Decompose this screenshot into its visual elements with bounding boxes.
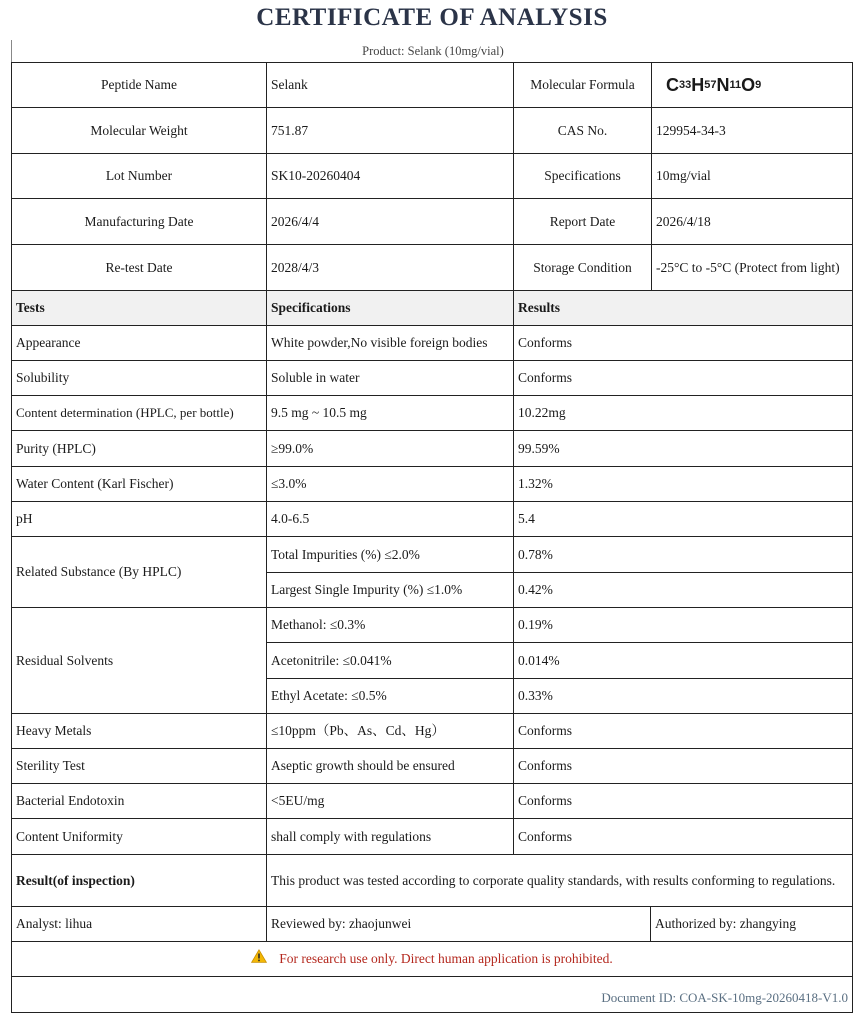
acetonitrile-result: 0.014% <box>513 642 853 679</box>
mw-value: 751.87 <box>266 107 514 154</box>
ph-result: 5.4 <box>513 501 853 537</box>
authorized-by: Authorized by: zhangying <box>650 906 853 942</box>
related-test: Related Substance (By HPLC) <box>11 536 267 608</box>
col-results: Results <box>513 290 853 326</box>
appearance-result: Conforms <box>513 325 853 361</box>
result-text: This product was tested according to corporate quality standards, with results conforming to regulations. <box>266 854 853 907</box>
purity-spec: ≥99.0% <box>266 430 514 467</box>
col-specs: Specifications <box>266 290 514 326</box>
warning-row <box>11 941 853 977</box>
uniformity-result: Conforms <box>513 818 853 855</box>
storage-label: Storage Condition <box>513 244 652 291</box>
document-id: Document ID: COA-SK-10mg-20260418-V1.0 <box>11 976 853 1013</box>
methanol-result: 0.19% <box>513 607 853 643</box>
warning-text: For research use only. Direct human application is prohibited. <box>279 951 613 966</box>
spec-label: Specifications <box>513 153 652 199</box>
methanol-spec: Methanol: ≤0.3% <box>266 607 514 643</box>
water-result: 1.32% <box>513 466 853 502</box>
col-tests: Tests <box>11 290 267 326</box>
heavy-metals-result: Conforms <box>513 713 853 749</box>
formula-label: Molecular Formula <box>513 62 652 108</box>
heavy-metals-spec: ≤10ppm（Pb、As、Cd、Hg） <box>266 713 514 749</box>
related-single-spec: Largest Single Impurity (%) ≤1.0% <box>266 572 514 608</box>
product-line: Product: Selank (10mg/vial) <box>11 40 854 62</box>
purity-test: Purity (HPLC) <box>11 430 267 467</box>
peptide-name-label: Peptide Name <box>11 62 267 108</box>
sterility-result: Conforms <box>513 748 853 784</box>
endotoxin-result: Conforms <box>513 783 853 819</box>
solvents-test: Residual Solvents <box>11 607 267 714</box>
ph-spec: 4.0-6.5 <box>266 501 514 537</box>
mfg-value: 2026/4/4 <box>266 198 514 245</box>
sterility-spec: Aseptic growth should be ensured <box>266 748 514 784</box>
cas-label: CAS No. <box>513 107 652 154</box>
report-label: Report Date <box>513 198 652 245</box>
solubility-result: Conforms <box>513 360 853 396</box>
solubility-test: Solubility <box>11 360 267 396</box>
heavy-metals-test: Heavy Metals <box>11 713 267 749</box>
uniformity-spec: shall comply with regulations <box>266 818 514 855</box>
endotoxin-test: Bacterial Endotoxin <box>11 783 267 819</box>
spec-value: 10mg/vial <box>651 153 853 199</box>
formula-value: C 33 H 57 N 11 O 9 <box>651 62 853 108</box>
lot-value: SK10-20260404 <box>266 153 514 199</box>
peptide-name-value: Selank <box>266 62 514 108</box>
solubility-spec: Soluble in water <box>266 360 514 396</box>
mfg-label: Manufacturing Date <box>11 198 267 245</box>
related-total-result: 0.78% <box>513 536 853 573</box>
endotoxin-spec: <5EU/mg <box>266 783 514 819</box>
content-result: 10.22mg <box>513 395 853 431</box>
result-label: Result(of inspection) <box>11 854 267 907</box>
related-total-spec: Total Impurities (%) ≤2.0% <box>266 536 514 573</box>
ph-test: pH <box>11 501 267 537</box>
mw-label: Molecular Weight <box>11 107 267 154</box>
appearance-spec: White powder,No visible foreign bodies <box>266 325 514 361</box>
content-test: Content determination (HPLC, per bottle) <box>11 395 267 431</box>
content-spec: 9.5 mg ~ 10.5 mg <box>266 395 514 431</box>
cas-value: 129954-34-3 <box>651 107 853 154</box>
related-single-result: 0.42% <box>513 572 853 608</box>
report-value: 2026/4/18 <box>651 198 853 245</box>
uniformity-test: Content Uniformity <box>11 818 267 855</box>
coa-table <box>11 62 853 1013</box>
appearance-test: Appearance <box>11 325 267 361</box>
ethyl-acetate-result: 0.33% <box>513 678 853 714</box>
lot-label: Lot Number <box>11 153 267 199</box>
acetonitrile-spec: Acetonitrile: ≤0.041% <box>266 642 514 679</box>
sterility-test: Sterility Test <box>11 748 267 784</box>
purity-result: 99.59% <box>513 430 853 467</box>
warning-triangle-icon <box>251 949 267 969</box>
water-test: Water Content (Karl Fischer) <box>11 466 267 502</box>
retest-value: 2028/4/3 <box>266 244 514 291</box>
ethyl-acetate-spec: Ethyl Acetate: ≤0.5% <box>266 678 514 714</box>
analyst: Analyst: lihua <box>11 906 267 942</box>
reviewed-by: Reviewed by: zhaojunwei <box>266 906 651 942</box>
retest-label: Re-test Date <box>11 244 267 291</box>
water-spec: ≤3.0% <box>266 466 514 502</box>
page-title: CERTIFICATE OF ANALYSIS <box>256 4 608 31</box>
storage-value: -25°C to -5°C (Protect from light) <box>651 244 853 291</box>
